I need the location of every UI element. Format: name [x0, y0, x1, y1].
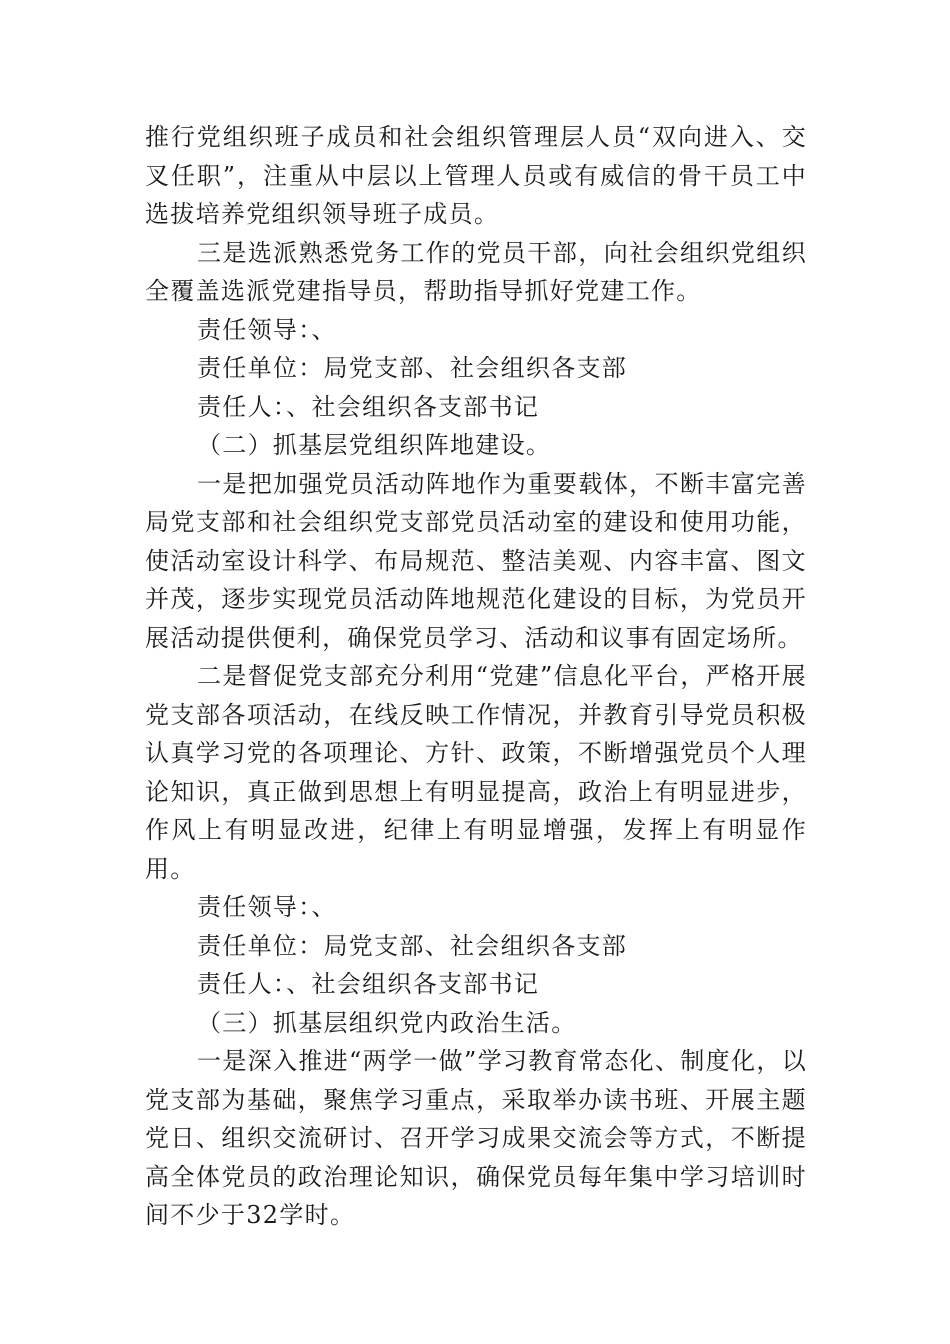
- paragraph-continuation: 推行党组织班子成员和社会组织管理层人员“双向进入、交叉任职”，注重从中层以上管理人员或有威信的骨干员工中选拔培养党组织领导班子成员。: [145, 123, 807, 228]
- section-heading-2: （二）抓基层党组织阵地建设。: [197, 431, 552, 459]
- document-body: [145, 118, 807, 1235]
- responsible-leader-2: 责任领导：、: [197, 893, 337, 921]
- responsible-person-2: 责任人：、社会组织各支部书记: [197, 970, 540, 998]
- responsible-unit-2: 责任单位：局党支部、社会组织各支部: [197, 931, 628, 960]
- paragraph-activity-rooms: 一是把加强党员活动阵地作为重要载体，不断丰富完善局党支部和社会组织党支部党员活动室的建设和使用功能，使活动室设计科学、布局规范、整洁美观、内容丰富、图文并茂，逐步实现党员活动阵地规范化建设的目标，为党员开展活动提供便利，确保党员学习、活动和议事有固定场所。: [145, 469, 807, 652]
- responsible-person-1: 责任人：、社会组织各支部书记: [197, 392, 540, 421]
- paragraph-study-education: 一是深入推进“两学一做”学习教育常态化、制度化，以党支部为基础，聚焦学习重点，采取举办读书班、开展主题党日、组织交流研讨、召开学习成果交流会等方式，不断提高全体党员的政治理论知识，确保党员每年集中学习培训时间不少于32学时。: [145, 1047, 807, 1229]
- section-heading-3: （三）抓基层组织党内政治生活。: [197, 1008, 577, 1037]
- responsible-leader-1: 责任领导：、: [197, 315, 337, 344]
- responsible-unit-1: 责任单位：局党支部、社会组织各支部: [197, 354, 628, 382]
- paragraph-dispatch-instructors: 三是选派熟悉党务工作的党员干部，向社会组织党组织全覆盖选派党建指导员，帮助指导抓好党建工作。: [145, 238, 807, 305]
- paragraph-info-platform: 二是督促党支部充分利用“党建”信息化平台，严格开展党支部各项活动，在线反映工作情况，并教育引导党员积极认真学习党的各项理论、方针、政策，不断增强党员个人理论知识，真正做到思想上有明显提高，政治上有明显进步，作风上有明显改进，纪律上有明显增强，发挥上有明显作用。: [145, 662, 807, 883]
